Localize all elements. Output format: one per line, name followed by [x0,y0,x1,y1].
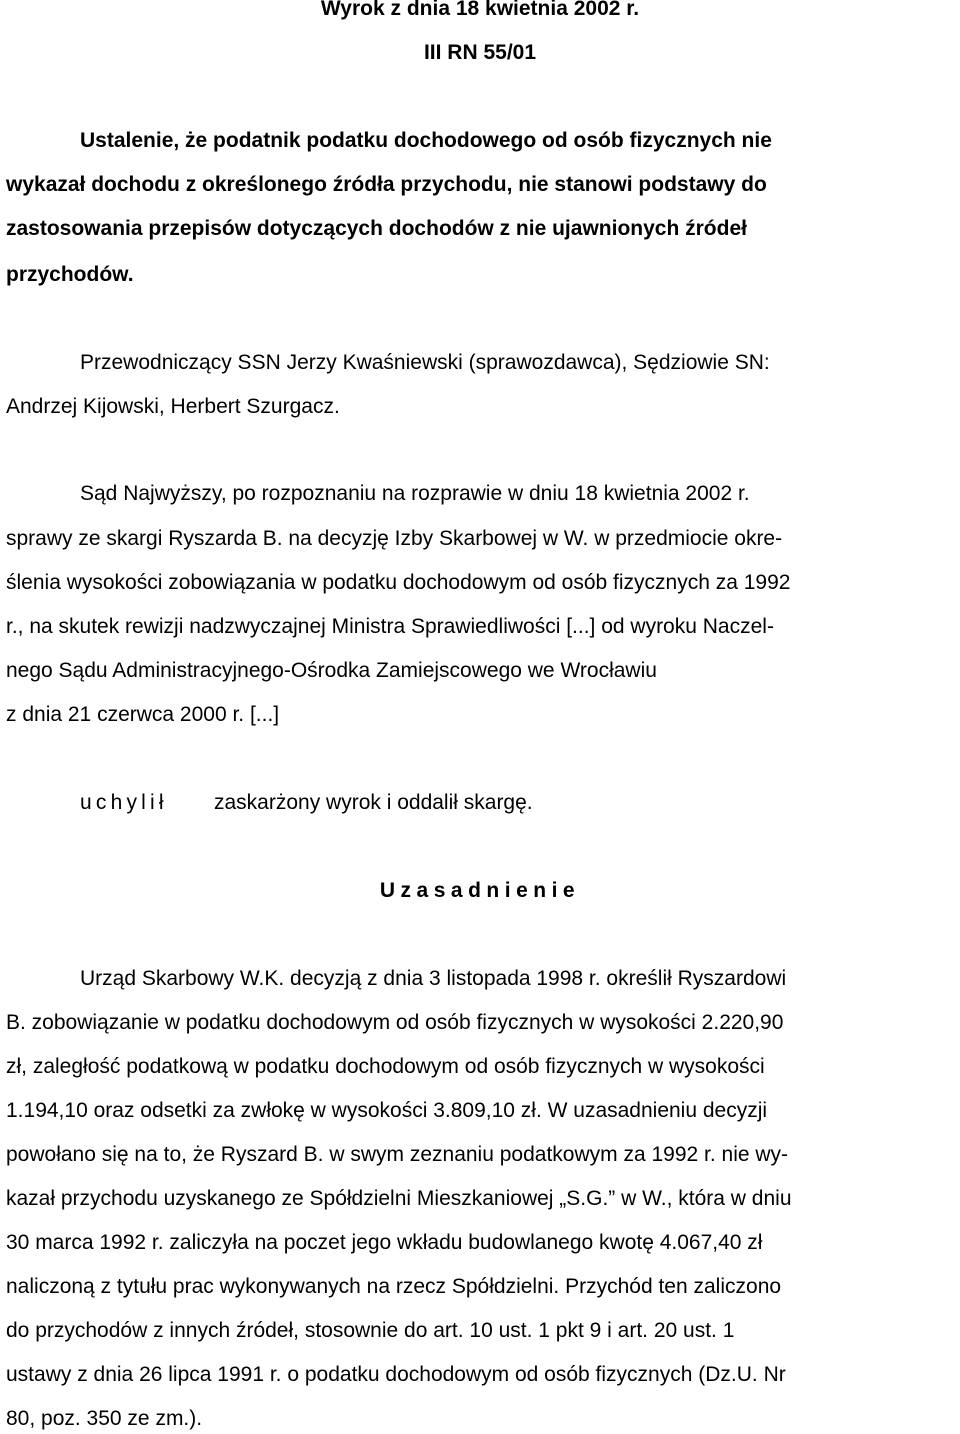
thesis-line: wykazał dochodu z określonego źródła przychodu, nie stanowi podstawy do [6,173,767,196]
justification-line: naliczoną z tytułu prac wykonywanych na rzecz Spółdzielni. Przychód ten zaliczono [6,1275,782,1298]
composition-line: Przewodniczący SSN Jerzy Kwaśniewski (sprawozdawca), Sędziowie SN: [80,351,770,374]
thesis-line: zastosowania przepisów dotyczących dochodów z nie ujawnionych źródeł [6,217,747,240]
justification-line: Urząd Skarbowy W.K. decyzją z dnia 3 listopada 1998 r. określił Ryszardowi [80,967,787,990]
intro-line: Sąd Najwyższy, po rozpoznaniu na rozprawie w dniu 18 kwietnia 2002 r. [80,482,750,505]
thesis-line: przychodów. [6,263,134,286]
intro-line: ślenia wysokości zobowiązania w podatku dochodowym od osób fizycznych za 1992 [6,571,791,594]
intro-line: sprawy ze skargi Ryszarda B. na decyzję Izby Skarbowej w W. w przedmiocie okre- [6,527,783,550]
ruling-verb: uchylił [80,791,168,814]
justification-heading: Uzasadnienie [379,879,581,902]
justification-line: kazał przychodu uzyskanego ze Spółdzielni Mieszkaniowej „S.G.” w W., która w dniu [6,1187,792,1210]
justification-line: 1.194,10 oraz odsetki za zwłokę w wysokości 3.809,10 zł. W uzasadnieniu decyzji [6,1099,768,1122]
justification-line: 30 marca 1992 r. zaliczyła na poczet jego wkładu budowlanego kwotę 4.067,40 zł [6,1231,763,1254]
justification-line: ustawy z dnia 26 lipca 1991 r. o podatku dochodowym od osób fizycznych (Dz.U. Nr [6,1363,786,1386]
ruling-text: zaskarżony wyrok i oddalił skargę. [214,791,533,814]
justification-line: do przychodów z innych źródeł, stosownie do art. 10 ust. 1 pkt 9 i art. 20 ust. 1 [6,1319,735,1342]
justification-line: B. zobowiązanie w podatku dochodowym od osób fizycznych w wysokości 2.220,90 [6,1011,784,1034]
justification-line: zł, zaległość podatkową w podatku dochodowym od osób fizycznych w wysokości [6,1055,765,1078]
intro-line: r., na skutek rewizji nadzwyczajnej Ministra Sprawiedliwości [...] od wyroku Naczel- [6,615,774,638]
intro-line: nego Sądu Administracyjnego-Ośrodka Zamiejscowego we Wrocławiu [6,659,657,682]
justification-line: 80, poz. 350 ze zm.). [6,1407,203,1430]
justification-line: powołano się na to, że Ryszard B. w swym zeznaniu podatkowym za 1992 r. nie wy- [6,1143,789,1166]
thesis-line: Ustalenie, że podatnik podatku dochodowego od osób fizycznych nie [80,129,772,152]
composition-line: Andrzej Kijowski, Herbert Szurgacz. [6,395,340,418]
case-number: III RN 55/01 [423,41,537,64]
document-title: Wyrok z dnia 18 kwietnia 2002 r. [320,0,640,20]
intro-line: z dnia 21 czerwca 2000 r. [...] [6,703,280,726]
